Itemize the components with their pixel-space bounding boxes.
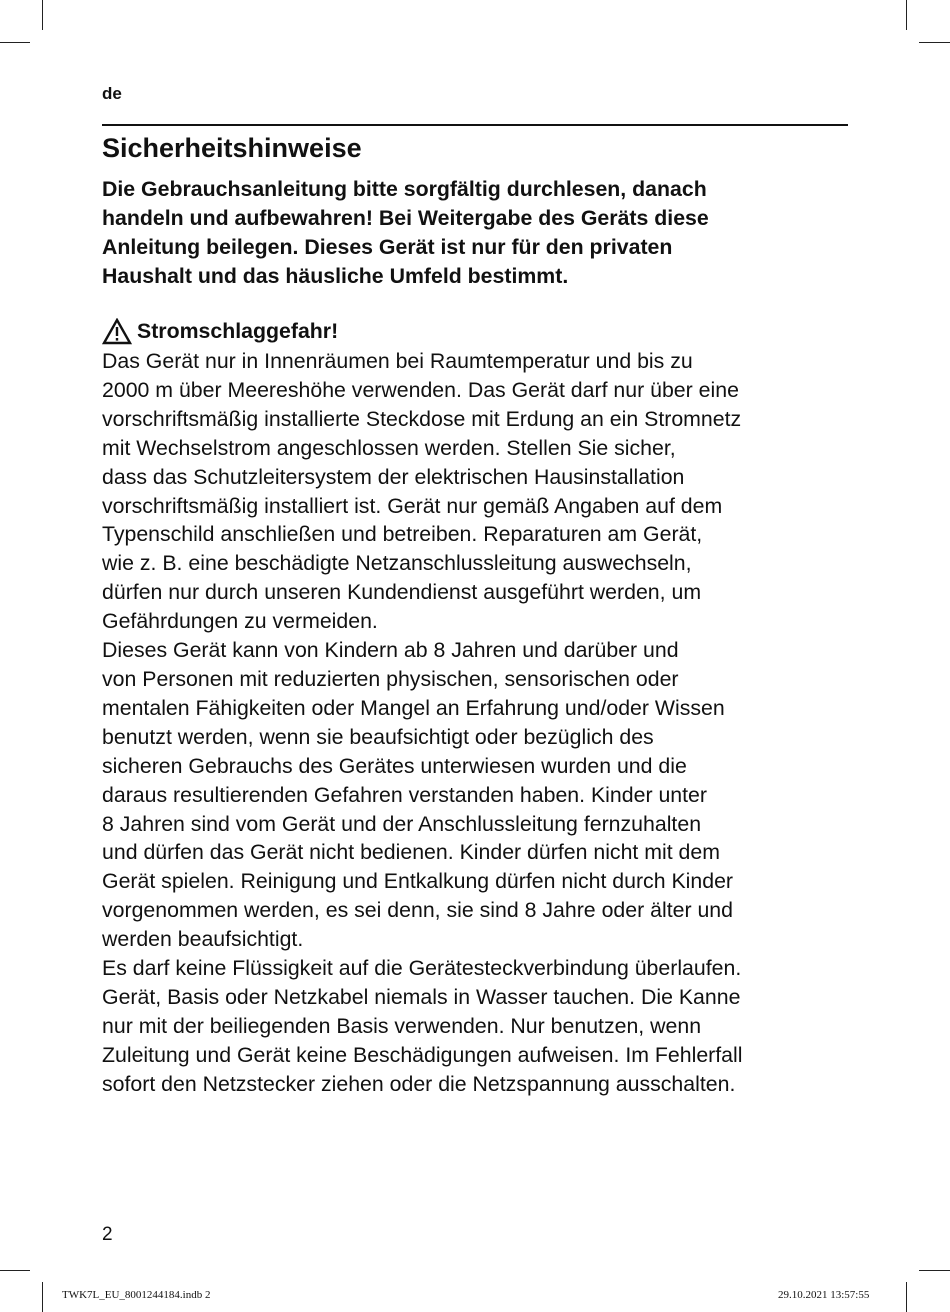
warning-triangle-icon <box>102 318 132 345</box>
text-line: nur mit der beiliegenden Basis verwenden. Nur benutzen, wenn <box>102 1013 702 1038</box>
text-line: sofort den Netzstecker ziehen oder die Netzspannung ausschalten. <box>102 1071 736 1096</box>
crop-mark-bottom-right-vertical <box>906 1282 907 1312</box>
text-line: Zuleitung und Gerät keine Beschädigungen aufweisen. Im Fehlerfall <box>102 1042 743 1067</box>
crop-mark-bottom-left-vertical <box>42 1282 43 1312</box>
text-line: vorschriftsmäßig installierte Steckdose mit Erdung an ein Stromnetz <box>102 406 742 431</box>
text-line: sicheren Gebrauchs des Gerätes unterwiesen wurden und die <box>102 753 687 778</box>
text-line: Gerät spielen. Reinigung und Entkalkung dürfen nicht durch Kinder <box>102 869 734 894</box>
text-line: benutzt werden, wenn sie beaufsichtigt oder bezüglich des <box>102 724 654 749</box>
crop-mark-bottom-left-horizontal <box>0 1270 30 1271</box>
text-line: daraus resultierenden Gefahren verstanden haben. Kinder unter <box>102 782 707 807</box>
text-line: Gerät, Basis oder Netzkabel niemals in Wasser tauchen. Die Kanne <box>102 984 741 1009</box>
text-line: von Personen mit reduzierten physischen, sensorischen oder <box>102 666 679 691</box>
crop-mark-bottom-right-horizontal <box>919 1270 950 1271</box>
crop-mark-top-right-horizontal <box>919 42 950 43</box>
print-timestamp: 29.10.2021 13:57:55 <box>778 1289 870 1301</box>
page-number: 2 <box>102 1224 113 1245</box>
warning-heading-text: Stromschlaggefahr! <box>137 319 339 343</box>
intro-line: handeln und aufbewahren! Bei Weitergabe des Geräts diese <box>102 206 709 230</box>
section-title: Sicherheitshinweise <box>102 133 362 163</box>
text-line: Das Gerät nur in Innenräumen bei Raumtemperatur und bis zu <box>102 349 693 373</box>
intro-paragraph <box>102 175 862 291</box>
crop-mark-top-right-vertical <box>906 0 907 30</box>
text-line: Es darf keine Flüssigkeit auf die Gerätesteckverbindung überlaufen. <box>102 956 742 981</box>
text-line: werden beaufsichtigt. <box>102 927 304 952</box>
intro-line: Die Gebrauchsanleitung bitte sorgfältig durchlesen, danach <box>102 177 707 201</box>
text-line: 8 Jahren sind vom Gerät und der Anschlussleitung fernzuhalten <box>102 811 702 836</box>
intro-line: Haushalt und das häusliche Umfeld bestimmt. <box>102 264 569 288</box>
header-rule <box>102 124 848 126</box>
intro-line: Anleitung beilegen. Dieses Gerät ist nur für den privaten <box>102 235 673 259</box>
text-line: und dürfen das Gerät nicht bedienen. Kinder dürfen nicht mit dem <box>102 840 720 865</box>
text-line: vorgenommen werden, es sei denn, sie sind 8 Jahre oder älter und <box>102 898 733 923</box>
text-line: wie z. B. eine beschädigte Netzanschlussleitung auswechseln, <box>102 551 692 576</box>
text-line: dass das Schutzleitersystem der elektrischen Hausinstallation <box>102 464 685 489</box>
warning-paragraph <box>102 636 862 954</box>
text-line: mit Wechselstrom angeschlossen werden. Stellen Sie sicher, <box>102 435 676 460</box>
file-slug: TWK7L_EU_8001244184.indb 2 <box>62 1289 211 1301</box>
text-line: Dieses Gerät kann von Kindern ab 8 Jahren und darüber und <box>102 638 679 663</box>
text-line: 2000 m über Meereshöhe verwenden. Das Gerät darf nur über eine <box>102 377 739 402</box>
text-line: mentalen Fähigkeiten oder Mangel an Erfahrung und/oder Wissen <box>102 695 725 720</box>
warning-paragraph <box>102 347 862 636</box>
text-line: dürfen nur durch unseren Kundendienst ausgeführt werden, um <box>102 580 702 605</box>
text-line: Gefährdungen zu vermeiden. <box>102 609 378 634</box>
text-line: Typenschild anschließen und betreiben. Reparaturen am Gerät, <box>102 522 703 547</box>
language-label: de <box>102 84 122 103</box>
warning-paragraph <box>102 954 862 1099</box>
warning-body <box>102 347 862 1099</box>
crop-mark-top-left-horizontal <box>0 42 30 43</box>
text-line: vorschriftsmäßig installiert ist. Gerät nur gemäß Angaben auf dem <box>102 493 723 518</box>
warning-heading <box>102 317 338 346</box>
crop-mark-top-left-vertical <box>42 0 43 30</box>
